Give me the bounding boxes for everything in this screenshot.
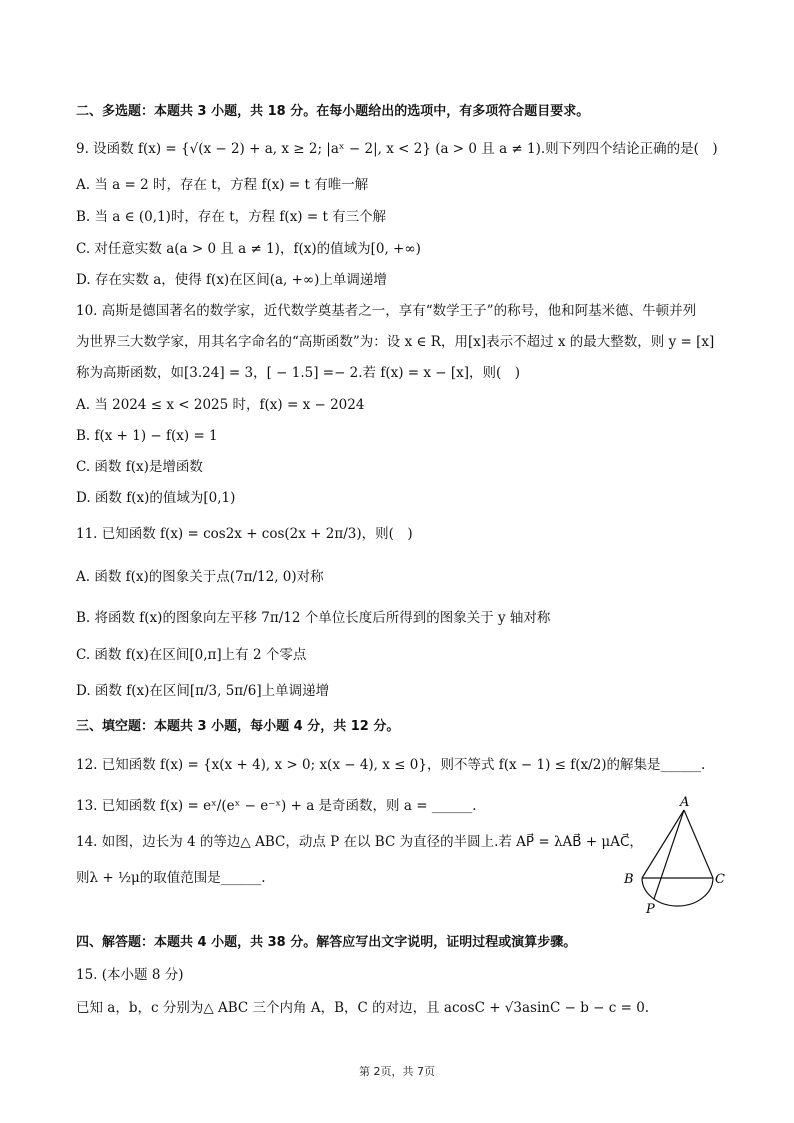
q11-option-a: A. 函数 f(x)的图象关于点(7π/12, 0)对称 [76, 569, 324, 585]
label-b: B [624, 872, 634, 887]
segment-ap [654, 810, 684, 899]
q10-stem-line2: 为世界三大数学家，用其名字命名的“高斯函数”为：设 x ∈ R，用[x]表示不超过 x 的最大整数，则 y = [x] [76, 334, 715, 350]
q10-stem-line3: 称为高斯函数，如[3.24] = 3，[ − 1.5] =− 2.若 f(x) = x − [x]，则( ) [76, 365, 521, 381]
section-heading-multiple-choice: 二、多选题：本题共 3 小题，共 18 分。在每小题给出的选项中，有多项符合题目要求。 [76, 104, 590, 119]
q10-option-a: A. 当 2024 ≤ x < 2025 时，f(x) = x − 2024 [76, 397, 365, 413]
q11-stem: 11. 已知函数 f(x) = cos2x + cos(2x + 2π/3)，则( ) [76, 526, 413, 542]
q9-stem: 9. 设函数 f(x) = {√(x − 2) + a, x ≥ 2; |aˣ − 2|, x < 2} (a > 0 且 a ≠ 1).则下列四个结论正确的是( ) [76, 141, 718, 157]
q15-stem: 已知 a，b，c 分别为△ ABC 三个内角 A，B，C 的对边，且 acosC + √3asinC − b − c = 0. [76, 1000, 650, 1016]
q10-option-c: C. 函数 f(x)是增函数 [76, 459, 203, 475]
q15-title: 15. (本小题 8 分) [76, 967, 184, 983]
q10-stem-line1: 10. 高斯是德国著名的数学家，近代数学奠基者之一，享有“数学王子”的称号，他和阿基米德、牛顿并列 [76, 303, 697, 319]
q9-option-d: D. 存在实数 a，使得 f(x)在区间(a, +∞)上单调递增 [76, 272, 387, 288]
q11-option-b: B. 将函数 f(x)的图象向左平移 7π/12 个单位长度后所得到的图象关于 y 轴对称 [76, 610, 551, 626]
q9-option-a: A. 当 a = 2 时，存在 t，方程 f(x) = t 有唯一解 [76, 177, 369, 193]
q10-option-b: B. f(x + 1) − f(x) = 1 [76, 428, 218, 444]
section-heading-solutions: 四、解答题：本题共 4 小题，共 38 分。解答应写出文字说明，证明过程或演算步骤。 [76, 935, 577, 950]
label-c: C [715, 872, 725, 887]
triangle-semicircle-figure [620, 792, 730, 917]
q11-option-d: D. 函数 f(x)在区间[π/3, 5π/6]上单调递增 [76, 683, 330, 699]
label-p: P [646, 902, 655, 917]
q9-option-c: C. 对任意实数 a(a > 0 且 a ≠ 1)，f(x)的值域为[0, +∞) [76, 241, 421, 257]
label-a: A [680, 795, 690, 810]
q11-option-c: C. 函数 f(x)在区间[0,π]上有 2 个零点 [76, 647, 307, 663]
q14-stem-line2: 则λ + ½μ的取值范围是______. [76, 870, 266, 886]
q13-stem: 13. 已知函数 f(x) = eˣ/(eˣ − e⁻ˣ) + a 是奇函数，则 a = ______. [76, 798, 477, 814]
side-ab [642, 810, 684, 878]
section-heading-fill-in: 三、填空题：本题共 3 小题，每小题 4 分，共 12 分。 [76, 719, 400, 734]
page-footer: 第 2页，共 7页 [359, 1065, 435, 1078]
q9-option-b: B. 当 a ∈ (0,1)时，存在 t，方程 f(x) = t 有三个解 [76, 209, 387, 225]
q10-option-d: D. 函数 f(x)的值域为[0,1) [76, 490, 236, 506]
side-ac [684, 810, 713, 878]
q14-stem-line1: 14. 如图，边长为 4 的等边△ ABC，动点 P 在以 BC 为直径的半圆上.若 AP⃗ = λAB⃗ + μAC⃗， [76, 834, 643, 850]
q12-stem: 12. 已知函数 f(x) = {x(x + 4), x > 0; x(x − 4), x ≤ 0}，则不等式 f(x − 1) ≤ f(x/2)的解集是______. [76, 757, 706, 773]
